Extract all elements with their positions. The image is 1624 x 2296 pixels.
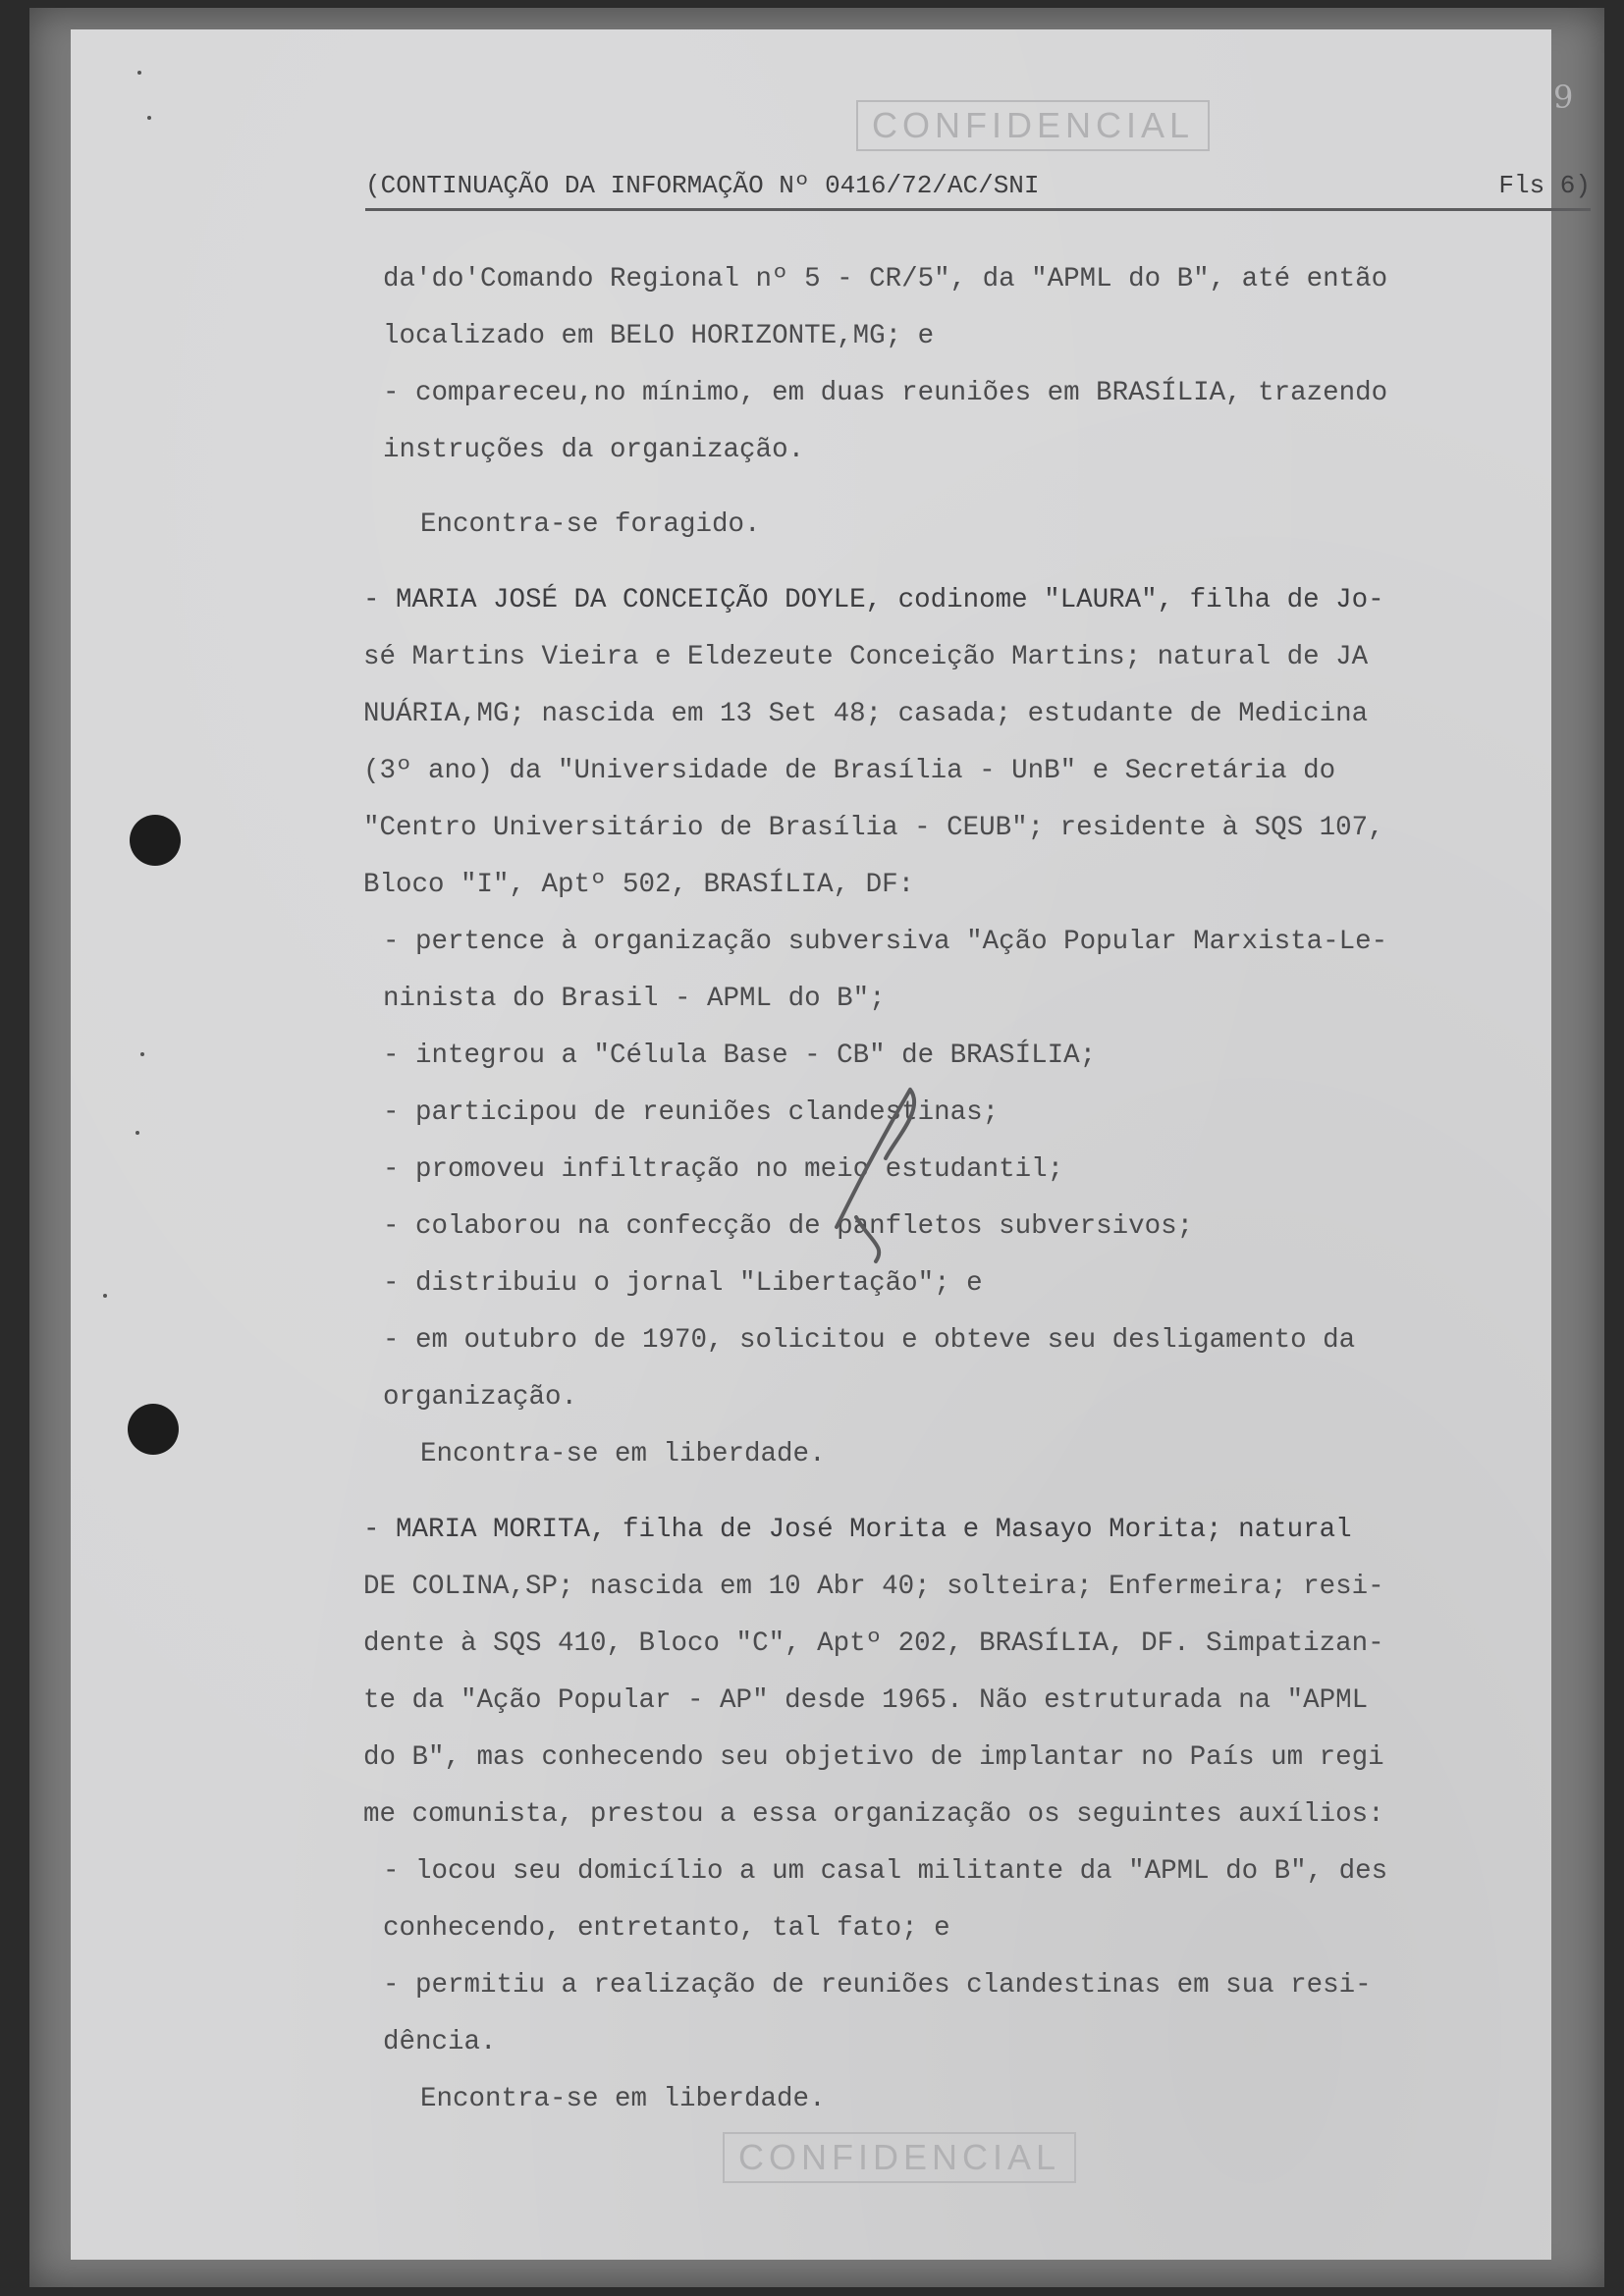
text-line: - pertence à organização subversiva "Ação Popular Marxista-Le-	[383, 927, 1388, 957]
scan-speck	[137, 71, 141, 75]
text-line: do B", mas conhecendo seu objetivo de implantar no País um regi	[363, 1742, 1384, 1773]
header-page-number: Fls 6)	[1498, 171, 1591, 200]
text-line: me comunista, prestou a essa organização os seguintes auxílios:	[363, 1799, 1384, 1830]
text-line: (3º ano) da "Universidade de Brasília - UnB" e Secretária do	[363, 756, 1336, 786]
text-line: sé Martins Vieira e Eldezeute Conceição Martins; natural de JA	[363, 642, 1369, 672]
text-line: ninista do Brasil - APML do B";	[383, 984, 886, 1014]
text-line: - MARIA JOSÉ DA CONCEIÇÃO DOYLE, codinome "LAURA", filha de Jo-	[363, 585, 1384, 615]
text-line: da'do'Comando Regional nº 5 - CR/5", da "APML do B", até então	[383, 264, 1388, 294]
text-line: Encontra-se em liberdade.	[420, 2084, 826, 2114]
text-line: - participou de reuniões clandestinas;	[383, 1097, 1000, 1128]
punch-hole	[130, 815, 181, 866]
header-reference: (CONTINUAÇÃO DA INFORMAÇÃO Nº 0416/72/AC/SNI	[365, 171, 1040, 200]
text-line: - integrou a "Célula Base - CB" de BRASÍLIA;	[383, 1041, 1097, 1071]
text-line: - MARIA MORITA, filha de José Morita e Masayo Morita; natural	[363, 1515, 1352, 1545]
text-line: Encontra-se foragido.	[420, 509, 761, 540]
text-line: dência.	[383, 2027, 497, 2057]
confidential-stamp-bottom: CONFIDENCIAL	[723, 2132, 1076, 2183]
text-line: organização.	[383, 1382, 578, 1413]
text-line: localizado em BELO HORIZONTE,MG; e	[383, 321, 935, 351]
text-line: - permitiu a realização de reuniões clandestinas em sua resi-	[383, 1970, 1372, 2001]
text-line: Encontra-se em liberdade.	[420, 1439, 826, 1469]
text-line: - locou seu domicílio a um casal militante da "APML do B", des	[383, 1856, 1388, 1887]
text-line: - promoveu infiltração no meio estudantil;	[383, 1154, 1064, 1185]
text-line: DE COLINA,SP; nascida em 10 Abr 40; solteira; Enfermeira; resi-	[363, 1572, 1384, 1602]
text-line: NUÁRIA,MG; nascida em 13 Set 48; casada; estudante de Medicina	[363, 699, 1369, 729]
corner-page-mark: 9	[1553, 79, 1574, 116]
text-line: Bloco "I", Aptº 502, BRASÍLIA, DF:	[363, 870, 915, 900]
scan-speck	[103, 1294, 107, 1298]
text-line: te da "Ação Popular - AP" desde 1965. Não estruturada na "APML	[363, 1685, 1369, 1716]
text-line: dente à SQS 410, Bloco "C", Aptº 202, BRASÍLIA, DF. Simpatizan-	[363, 1629, 1384, 1659]
confidential-stamp-top: CONFIDENCIAL	[856, 100, 1210, 151]
handwritten-mark	[817, 1070, 945, 1266]
punch-hole	[128, 1404, 179, 1455]
text-line: - distribuiu o jornal "Libertação"; e	[383, 1268, 983, 1299]
text-line: - colaborou na confecção de panfletos subversivos;	[383, 1211, 1194, 1242]
document-header	[365, 165, 1591, 211]
document-page	[71, 29, 1591, 2260]
text-line: - em outubro de 1970, solicitou e obteve seu desligamento da	[383, 1325, 1356, 1356]
text-line: "Centro Universitário de Brasília - CEUB"; residente à SQS 107,	[363, 813, 1384, 843]
text-line: instruções da organização.	[383, 435, 805, 465]
text-line: - compareceu,no mínimo, em duas reuniões em BRASÍLIA, trazendo	[383, 378, 1388, 408]
scan-speck	[140, 1052, 144, 1056]
scan-speck	[147, 116, 151, 120]
scan-speck	[135, 1131, 139, 1135]
text-line: conhecendo, entretanto, tal fato; e	[383, 1913, 950, 1944]
